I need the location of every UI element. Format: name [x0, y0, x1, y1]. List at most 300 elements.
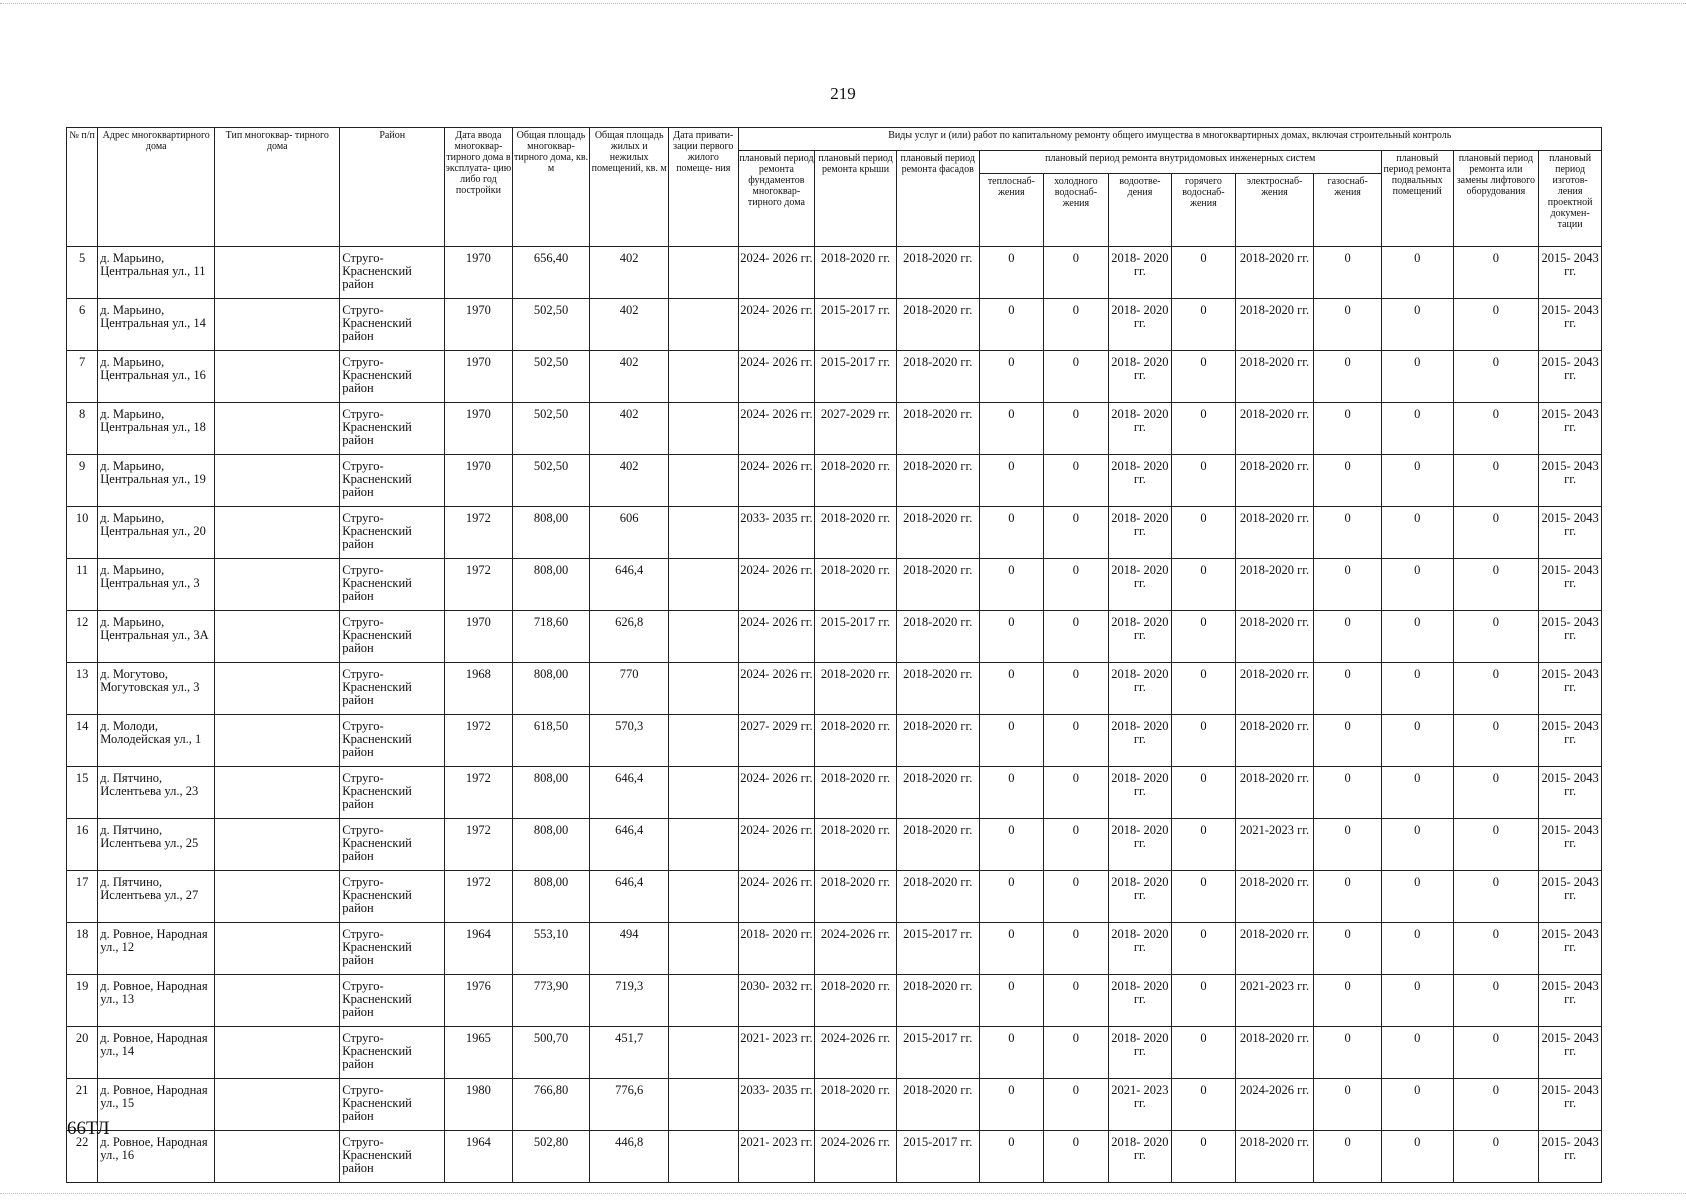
cell-design-docs: 2015- 2043 гг. — [1539, 351, 1602, 403]
cell-basement: 0 — [1381, 663, 1453, 715]
cell-roof: 2015-2017 гг. — [815, 351, 897, 403]
cell-elevator: 0 — [1453, 715, 1539, 767]
cell-address: д. Могутово, Могутовская ул., 3 — [98, 663, 215, 715]
cell-year: 1970 — [445, 403, 513, 455]
col-commission-year: Дата ввода многоквар- тирного дома в эксплуата- цию либо год постройки — [445, 128, 513, 247]
cell-district: Струго- Красненский район — [340, 559, 445, 611]
cell-gas: 0 — [1314, 923, 1382, 975]
cell-living-area: 646,4 — [590, 819, 669, 871]
table-body — [67, 247, 1602, 1183]
cell-basement: 0 — [1381, 871, 1453, 923]
cell-cold-water: 0 — [1044, 403, 1109, 455]
cell-district: Струго- Красненский район — [340, 247, 445, 299]
cell-facade: 2018-2020 гг. — [896, 403, 979, 455]
cell-privatization — [669, 767, 739, 819]
cell-gas: 0 — [1314, 559, 1382, 611]
cell-address: д. Марьино, Центральная ул., 20 — [98, 507, 215, 559]
cell-district: Струго- Красненский район — [340, 819, 445, 871]
cell-total-area: 773,90 — [512, 975, 590, 1027]
cell-drainage: 2018- 2020 гг. — [1108, 247, 1172, 299]
cell-foundation: 2024- 2026 гг. — [738, 351, 815, 403]
cell-district: Струго- Красненский район — [340, 1131, 445, 1183]
cell-basement: 0 — [1381, 767, 1453, 819]
cell-electric: 2018-2020 гг. — [1235, 611, 1314, 663]
cell-design-docs: 2015- 2043 гг. — [1539, 975, 1602, 1027]
cell-heat: 0 — [979, 975, 1044, 1027]
cell-heat: 0 — [979, 611, 1044, 663]
cell-foundation: 2024- 2026 гг. — [738, 299, 815, 351]
cell-roof: 2018-2020 гг. — [815, 819, 897, 871]
table-row — [67, 507, 1602, 559]
cell-house-type — [215, 819, 340, 871]
cell-hot-water: 0 — [1172, 975, 1236, 1027]
cell-design-docs: 2015- 2043 гг. — [1539, 819, 1602, 871]
cell-cold-water: 0 — [1044, 871, 1109, 923]
cell-drainage: 2018- 2020 гг. — [1108, 975, 1172, 1027]
cell-year: 1970 — [445, 247, 513, 299]
cell-house-type — [215, 1027, 340, 1079]
col-address: Адрес многоквартирного дома — [98, 128, 215, 247]
table-row — [67, 871, 1602, 923]
cell-heat: 0 — [979, 819, 1044, 871]
cell-cold-water: 0 — [1044, 767, 1109, 819]
cell-basement: 0 — [1381, 351, 1453, 403]
cell-address: д. Пятчино, Ислентьева ул., 23 — [98, 767, 215, 819]
cell-privatization — [669, 871, 739, 923]
cell-roof: 2018-2020 гг. — [815, 507, 897, 559]
cell-living-area: 402 — [590, 403, 669, 455]
cell-number: 18 — [67, 923, 98, 975]
cell-facade: 2018-2020 гг. — [896, 975, 979, 1027]
cell-design-docs: 2015- 2043 гг. — [1539, 299, 1602, 351]
table-row — [67, 299, 1602, 351]
cell-electric: 2018-2020 гг. — [1235, 663, 1314, 715]
cell-facade: 2018-2020 гг. — [896, 351, 979, 403]
cell-basement: 0 — [1381, 455, 1453, 507]
cell-cold-water: 0 — [1044, 351, 1109, 403]
cell-gas: 0 — [1314, 611, 1382, 663]
cell-elevator: 0 — [1453, 351, 1539, 403]
cell-roof: 2015-2017 гг. — [815, 611, 897, 663]
cell-year: 1970 — [445, 299, 513, 351]
cell-total-area: 502,50 — [512, 455, 590, 507]
cell-privatization — [669, 507, 739, 559]
cell-total-area: 618,50 — [512, 715, 590, 767]
cell-address: д. Молоди, Молодейская ул., 1 — [98, 715, 215, 767]
cell-house-type — [215, 923, 340, 975]
col-total-area: Общая площадь многоквар- тирного дома, кв. м — [512, 128, 590, 247]
cell-drainage: 2018- 2020 гг. — [1108, 715, 1172, 767]
cell-year: 1964 — [445, 923, 513, 975]
cell-living-area: 606 — [590, 507, 669, 559]
cell-gas: 0 — [1314, 715, 1382, 767]
cell-heat: 0 — [979, 351, 1044, 403]
cell-roof: 2018-2020 гг. — [815, 975, 897, 1027]
cell-drainage: 2018- 2020 гг. — [1108, 767, 1172, 819]
cell-district: Струго- Красненский район — [340, 975, 445, 1027]
cell-address: д. Ровное, Народная ул., 12 — [98, 923, 215, 975]
cell-basement: 0 — [1381, 1131, 1453, 1183]
cell-heat: 0 — [979, 1131, 1044, 1183]
cell-roof: 2018-2020 гг. — [815, 559, 897, 611]
cell-facade: 2018-2020 гг. — [896, 247, 979, 299]
cell-elevator: 0 — [1453, 611, 1539, 663]
cell-gas: 0 — [1314, 299, 1382, 351]
cell-gas: 0 — [1314, 819, 1382, 871]
cell-design-docs: 2015- 2043 гг. — [1539, 871, 1602, 923]
cell-district: Струго- Красненский район — [340, 871, 445, 923]
cell-living-area: 402 — [590, 455, 669, 507]
cell-foundation: 2024- 2026 гг. — [738, 611, 815, 663]
cell-hot-water: 0 — [1172, 611, 1236, 663]
cell-facade: 2018-2020 гг. — [896, 299, 979, 351]
cell-gas: 0 — [1314, 975, 1382, 1027]
col-district: Район — [340, 128, 445, 247]
cell-electric: 2018-2020 гг. — [1235, 559, 1314, 611]
cell-house-type — [215, 247, 340, 299]
cell-elevator: 0 — [1453, 403, 1539, 455]
cell-drainage: 2018- 2020 гг. — [1108, 1131, 1172, 1183]
cell-privatization — [669, 455, 739, 507]
cell-hot-water: 0 — [1172, 1079, 1236, 1131]
cell-living-area: 776,6 — [590, 1079, 669, 1131]
cell-privatization — [669, 1131, 739, 1183]
cell-total-area: 808,00 — [512, 819, 590, 871]
cell-roof: 2018-2020 гг. — [815, 663, 897, 715]
cell-living-area: 570,3 — [590, 715, 669, 767]
cell-total-area: 656,40 — [512, 247, 590, 299]
table-row — [67, 767, 1602, 819]
cell-foundation: 2024- 2026 гг. — [738, 559, 815, 611]
cell-elevator: 0 — [1453, 1079, 1539, 1131]
cell-drainage: 2018- 2020 гг. — [1108, 1027, 1172, 1079]
table-row — [67, 559, 1602, 611]
cell-design-docs: 2015- 2043 гг. — [1539, 923, 1602, 975]
cell-total-area: 808,00 — [512, 871, 590, 923]
cell-hot-water: 0 — [1172, 767, 1236, 819]
cell-year: 1964 — [445, 1131, 513, 1183]
cell-roof: 2018-2020 гг. — [815, 1079, 897, 1131]
cell-district: Струго- Красненский район — [340, 351, 445, 403]
cell-year: 1972 — [445, 767, 513, 819]
cell-cold-water: 0 — [1044, 975, 1109, 1027]
cell-address: д. Марьино, Центральная ул., 11 — [98, 247, 215, 299]
cell-gas: 0 — [1314, 1131, 1382, 1183]
cell-electric: 2018-2020 гг. — [1235, 455, 1314, 507]
col-basement: плановый период ремонта подвальных помещений — [1381, 151, 1453, 247]
cell-hot-water: 0 — [1172, 1131, 1236, 1183]
cell-cold-water: 0 — [1044, 923, 1109, 975]
table-row — [67, 351, 1602, 403]
cell-district: Струго- Красненский район — [340, 1079, 445, 1131]
cell-roof: 2024-2026 гг. — [815, 1027, 897, 1079]
cell-drainage: 2018- 2020 гг. — [1108, 351, 1172, 403]
cell-cold-water: 0 — [1044, 455, 1109, 507]
table-row — [67, 663, 1602, 715]
cell-total-area: 808,00 — [512, 663, 590, 715]
cell-design-docs: 2015- 2043 гг. — [1539, 1079, 1602, 1131]
cell-house-type — [215, 871, 340, 923]
cell-living-area: 446,8 — [590, 1131, 669, 1183]
cell-basement: 0 — [1381, 247, 1453, 299]
cell-year: 1970 — [445, 351, 513, 403]
cell-heat: 0 — [979, 299, 1044, 351]
cell-facade: 2018-2020 гг. — [896, 1079, 979, 1131]
col-drainage: водоотве- дения — [1108, 174, 1172, 247]
cell-hot-water: 0 — [1172, 247, 1236, 299]
cell-number: 19 — [67, 975, 98, 1027]
cell-hot-water: 0 — [1172, 455, 1236, 507]
capital-repair-table — [66, 127, 1602, 1183]
cell-privatization — [669, 975, 739, 1027]
cell-elevator: 0 — [1453, 1027, 1539, 1079]
cell-drainage: 2021- 2023 гг. — [1108, 1079, 1172, 1131]
cell-house-type — [215, 403, 340, 455]
cell-elevator: 0 — [1453, 299, 1539, 351]
table-row — [67, 923, 1602, 975]
table-row — [67, 1027, 1602, 1079]
cell-living-area: 719,3 — [590, 975, 669, 1027]
cell-hot-water: 0 — [1172, 715, 1236, 767]
cell-number: 13 — [67, 663, 98, 715]
cell-facade: 2018-2020 гг. — [896, 819, 979, 871]
cell-heat: 0 — [979, 403, 1044, 455]
cell-cold-water: 0 — [1044, 715, 1109, 767]
cell-drainage: 2018- 2020 гг. — [1108, 403, 1172, 455]
cell-total-area: 500,70 — [512, 1027, 590, 1079]
col-house-type: Тип многоквар- тирного дома — [215, 128, 340, 247]
cell-hot-water: 0 — [1172, 923, 1236, 975]
cell-address: д. Марьино, Центральная ул., 16 — [98, 351, 215, 403]
cell-heat: 0 — [979, 247, 1044, 299]
cell-elevator: 0 — [1453, 819, 1539, 871]
cell-living-area: 402 — [590, 351, 669, 403]
cell-district: Струго- Красненский район — [340, 767, 445, 819]
cell-total-area: 766,80 — [512, 1079, 590, 1131]
cell-design-docs: 2015- 2043 гг. — [1539, 663, 1602, 715]
cell-basement: 0 — [1381, 1027, 1453, 1079]
cell-facade: 2018-2020 гг. — [896, 559, 979, 611]
cell-basement: 0 — [1381, 715, 1453, 767]
cell-district: Струго- Красненский район — [340, 507, 445, 559]
cell-drainage: 2018- 2020 гг. — [1108, 559, 1172, 611]
cell-number: 11 — [67, 559, 98, 611]
cell-privatization — [669, 351, 739, 403]
cell-cold-water: 0 — [1044, 1027, 1109, 1079]
cell-gas: 0 — [1314, 663, 1382, 715]
cell-heat: 0 — [979, 715, 1044, 767]
cell-year: 1972 — [445, 715, 513, 767]
cell-facade: 2015-2017 гг. — [896, 1027, 979, 1079]
col-facade: плановый период ремонта фасадов — [896, 151, 979, 247]
cell-basement: 0 — [1381, 299, 1453, 351]
cell-house-type — [215, 975, 340, 1027]
col-privatization-date: Дата привати- зации первого жилого помеще- ния — [669, 128, 739, 247]
table-row — [67, 975, 1602, 1027]
cell-elevator: 0 — [1453, 871, 1539, 923]
table-row — [67, 715, 1602, 767]
cell-basement: 0 — [1381, 923, 1453, 975]
cell-number: 16 — [67, 819, 98, 871]
cell-cold-water: 0 — [1044, 611, 1109, 663]
col-gas: газоснаб- жения — [1314, 174, 1382, 247]
cell-drainage: 2018- 2020 гг. — [1108, 455, 1172, 507]
cell-drainage: 2018- 2020 гг. — [1108, 923, 1172, 975]
cell-basement: 0 — [1381, 975, 1453, 1027]
cell-basement: 0 — [1381, 819, 1453, 871]
cell-heat: 0 — [979, 767, 1044, 819]
cell-hot-water: 0 — [1172, 403, 1236, 455]
cell-design-docs: 2015- 2043 гг. — [1539, 403, 1602, 455]
cell-electric: 2018-2020 гг. — [1235, 1131, 1314, 1183]
cell-year: 1972 — [445, 819, 513, 871]
cell-heat: 0 — [979, 1079, 1044, 1131]
cell-facade: 2018-2020 гг. — [896, 663, 979, 715]
col-number: № п/п — [67, 128, 98, 247]
cell-privatization — [669, 299, 739, 351]
cell-electric: 2021-2023 гг. — [1235, 975, 1314, 1027]
cell-district: Струго- Красненский район — [340, 455, 445, 507]
cell-foundation: 2024- 2026 гг. — [738, 455, 815, 507]
col-elevator: плановый период ремонта или замены лифтового оборудования — [1453, 151, 1539, 247]
cell-number: 12 — [67, 611, 98, 663]
col-group-systems: плановый период ремонта внутридомовых инженерных систем — [979, 151, 1381, 174]
cell-electric: 2018-2020 гг. — [1235, 871, 1314, 923]
cell-house-type — [215, 507, 340, 559]
cell-electric: 2018-2020 гг. — [1235, 1027, 1314, 1079]
cell-basement: 0 — [1381, 611, 1453, 663]
cell-total-area: 808,00 — [512, 767, 590, 819]
cell-roof: 2018-2020 гг. — [815, 871, 897, 923]
cell-roof: 2018-2020 гг. — [815, 455, 897, 507]
cell-living-area: 451,7 — [590, 1027, 669, 1079]
cell-cold-water: 0 — [1044, 299, 1109, 351]
cell-privatization — [669, 663, 739, 715]
cell-year: 1970 — [445, 611, 513, 663]
cell-elevator: 0 — [1453, 247, 1539, 299]
cell-total-area: 808,00 — [512, 507, 590, 559]
cell-electric: 2024-2026 гг. — [1235, 1079, 1314, 1131]
cell-privatization — [669, 1027, 739, 1079]
cell-facade: 2018-2020 гг. — [896, 455, 979, 507]
cell-hot-water: 0 — [1172, 351, 1236, 403]
cell-district: Струго- Красненский район — [340, 923, 445, 975]
cell-elevator: 0 — [1453, 663, 1539, 715]
cell-privatization — [669, 819, 739, 871]
cell-heat: 0 — [979, 923, 1044, 975]
cell-privatization — [669, 1079, 739, 1131]
cell-roof: 2024-2026 гг. — [815, 923, 897, 975]
cell-design-docs: 2015- 2043 гг. — [1539, 507, 1602, 559]
cell-address: д. Пятчино, Ислентьева ул., 25 — [98, 819, 215, 871]
cell-heat: 0 — [979, 507, 1044, 559]
cell-basement: 0 — [1381, 403, 1453, 455]
cell-heat: 0 — [979, 455, 1044, 507]
cell-hot-water: 0 — [1172, 507, 1236, 559]
cell-district: Струго- Красненский район — [340, 663, 445, 715]
cell-address: д. Марьино, Центральная ул., 3 — [98, 559, 215, 611]
cell-drainage: 2018- 2020 гг. — [1108, 611, 1172, 663]
col-group-works: Виды услуг и (или) работ по капитальному ремонту общего имущества в многоквартирных домах, включая строительный контроль — [738, 128, 1601, 151]
cell-electric: 2018-2020 гг. — [1235, 403, 1314, 455]
cell-number: 8 — [67, 403, 98, 455]
cell-hot-water: 0 — [1172, 559, 1236, 611]
cell-electric: 2021-2023 гг. — [1235, 819, 1314, 871]
cell-district: Струго- Красненский район — [340, 611, 445, 663]
cell-number: 14 — [67, 715, 98, 767]
cell-basement: 0 — [1381, 507, 1453, 559]
col-design-docs: плановый период изготов- ления проектной докумен- тации — [1539, 151, 1602, 247]
cell-elevator: 0 — [1453, 975, 1539, 1027]
scan-edge-top — [0, 3, 1686, 4]
cell-privatization — [669, 559, 739, 611]
cell-privatization — [669, 923, 739, 975]
cell-house-type — [215, 715, 340, 767]
cell-facade: 2018-2020 гг. — [896, 507, 979, 559]
table-row — [67, 1131, 1602, 1183]
cell-address: д. Ровное, Народная ул., 16 — [98, 1131, 215, 1183]
cell-design-docs: 2015- 2043 гг. — [1539, 559, 1602, 611]
cell-cold-water: 0 — [1044, 1079, 1109, 1131]
cell-house-type — [215, 1131, 340, 1183]
cell-basement: 0 — [1381, 1079, 1453, 1131]
cell-cold-water: 0 — [1044, 559, 1109, 611]
cell-design-docs: 2015- 2043 гг. — [1539, 1131, 1602, 1183]
cell-living-area: 646,4 — [590, 871, 669, 923]
table-row — [67, 403, 1602, 455]
cell-year: 1972 — [445, 871, 513, 923]
col-hot-water: горячего водоснаб- жения — [1172, 174, 1236, 247]
cell-number: 6 — [67, 299, 98, 351]
table-row — [67, 611, 1602, 663]
cell-heat: 0 — [979, 871, 1044, 923]
cell-hot-water: 0 — [1172, 1027, 1236, 1079]
cell-number: 20 — [67, 1027, 98, 1079]
cell-gas: 0 — [1314, 455, 1382, 507]
cell-foundation: 2030- 2032 гг. — [738, 975, 815, 1027]
cell-address: д. Марьино, Центральная ул., 19 — [98, 455, 215, 507]
table-row — [67, 1079, 1602, 1131]
cell-foundation: 2024- 2026 гг. — [738, 871, 815, 923]
cell-elevator: 0 — [1453, 767, 1539, 819]
cell-total-area: 502,50 — [512, 403, 590, 455]
cell-roof: 2024-2026 гг. — [815, 1131, 897, 1183]
cell-cold-water: 0 — [1044, 507, 1109, 559]
cell-address: д. Ровное, Народная ул., 14 — [98, 1027, 215, 1079]
cell-basement: 0 — [1381, 559, 1453, 611]
col-living-area: Общая площадь жилых и нежилых помещений, кв. м — [590, 128, 669, 247]
cell-electric: 2018-2020 гг. — [1235, 299, 1314, 351]
cell-roof: 2018-2020 гг. — [815, 715, 897, 767]
cell-gas: 0 — [1314, 871, 1382, 923]
cell-gas: 0 — [1314, 247, 1382, 299]
cell-foundation: 2024- 2026 гг. — [738, 663, 815, 715]
cell-electric: 2018-2020 гг. — [1235, 247, 1314, 299]
cell-drainage: 2018- 2020 гг. — [1108, 663, 1172, 715]
cell-foundation: 2024- 2026 гг. — [738, 819, 815, 871]
col-roof: плановый период ремонта крыши — [815, 151, 897, 247]
cell-gas: 0 — [1314, 403, 1382, 455]
table-row — [67, 247, 1602, 299]
cell-district: Струго- Красненский район — [340, 1027, 445, 1079]
cell-living-area: 494 — [590, 923, 669, 975]
cell-total-area: 718,60 — [512, 611, 590, 663]
col-cold-water: холодного водоснаб- жения — [1044, 174, 1109, 247]
cell-number: 21 — [67, 1079, 98, 1131]
cell-design-docs: 2015- 2043 гг. — [1539, 767, 1602, 819]
cell-roof: 2015-2017 гг. — [815, 299, 897, 351]
cell-drainage: 2018- 2020 гг. — [1108, 819, 1172, 871]
